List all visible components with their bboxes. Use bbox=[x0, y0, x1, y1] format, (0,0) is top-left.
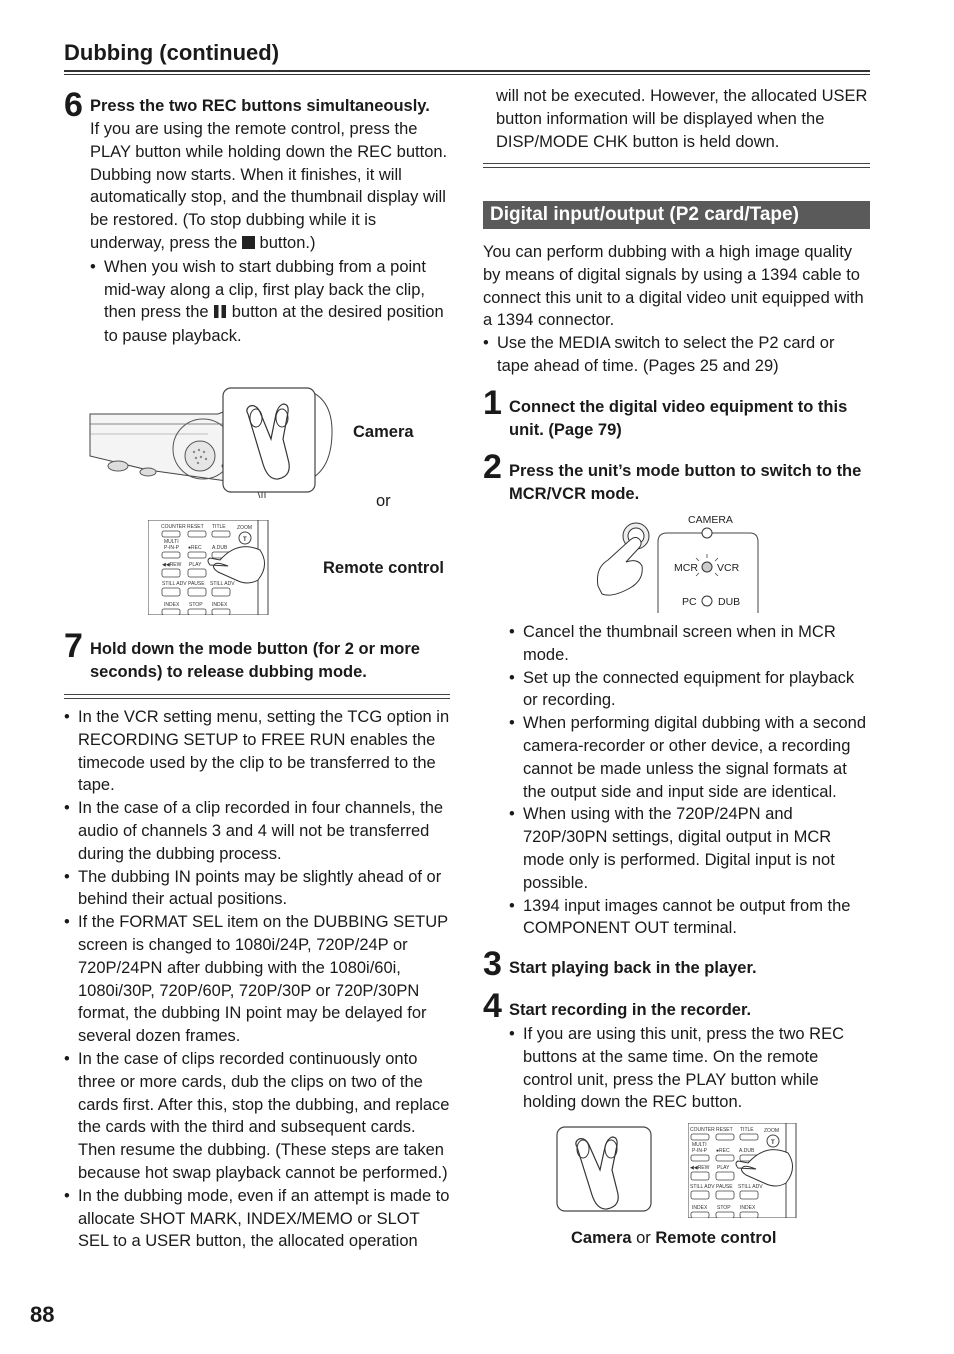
remote-key-label: ◀◀REW bbox=[690, 1165, 710, 1171]
caption-remote: Remote control bbox=[655, 1229, 777, 1247]
remote-control-illustration bbox=[148, 520, 272, 615]
vcr-mode-label: VCR bbox=[717, 562, 740, 574]
step-4-heading: Start recording in the recorder. bbox=[509, 1001, 752, 1019]
list-item: • 1394 input images cannot be output from the COMPONENT OUT terminal. bbox=[509, 895, 871, 941]
list-item: • In the case of clips recorded continuously onto three or more cards, dub the clips on two of the cards first. After this, stop the dubbing, and replace the cards with the third and subsequent cards. Then resume the dubbing. (These steps are taken because hot swap playback cannot be performed.) bbox=[64, 1048, 450, 1185]
step-2-number: 2 bbox=[483, 448, 502, 486]
stop-icon bbox=[242, 233, 255, 256]
step-2-heading: Press the unit’s mode button to switch to the MCR/VCR mode. bbox=[509, 462, 862, 503]
step-3-heading: Start playing back in the player. bbox=[509, 959, 757, 977]
remote-key-label: STILL ADV bbox=[210, 581, 235, 587]
step-4-bullets bbox=[509, 1023, 871, 1114]
remote-key-label: ◀◀REW bbox=[162, 562, 182, 568]
camera-rec-buttons-closeup bbox=[555, 1125, 655, 1215]
remote-key-label: A.DUB bbox=[212, 545, 228, 551]
camera-mode-label: CAMERA bbox=[688, 514, 733, 526]
remote-key-label: COUNTER bbox=[161, 524, 186, 530]
remote-key-label: STOP bbox=[189, 602, 203, 608]
remote-key-label: P-IN-P bbox=[164, 545, 179, 551]
step-1-number: 1 bbox=[483, 384, 502, 422]
remote-key-label: RESET bbox=[187, 524, 204, 530]
remote-key-label: PAUSE bbox=[188, 581, 205, 587]
intro-block bbox=[483, 241, 870, 378]
step-4-number: 4 bbox=[483, 987, 502, 1025]
mode-button-panel bbox=[590, 508, 765, 616]
list-item: • In the dubbing mode, even if an attempt is made to allocate SHOT MARK, INDEX/MEMO or SLOT SEL to a USER button, the allocated operation bbox=[64, 1185, 450, 1253]
intro-text: You can perform dubbing with a high image quality by means of digital signals by using a 1394 cable to connect this unit to a digital video unit equipped with a 1394 connector. bbox=[483, 243, 864, 330]
remote-key-label: STILL ADV bbox=[738, 1184, 763, 1190]
list-item: • If you are using this unit, press the two REC buttons at the same time. On the remote control unit, press the PLAY button while holding down the REC button. bbox=[509, 1023, 871, 1114]
remote-key-label: MULTI bbox=[692, 1142, 707, 1148]
notes-list bbox=[64, 706, 450, 1253]
figure-caption bbox=[571, 1229, 776, 1248]
intro-bullets bbox=[483, 332, 870, 378]
list-item: • In the case of a clip recorded in four channels, the audio of channels 3 and 4 will not be transferred during the dubbing process. bbox=[64, 797, 450, 865]
remote-key-label: PAUSE bbox=[716, 1184, 733, 1190]
remote-key-label: INDEX bbox=[692, 1205, 708, 1211]
remote-key-label: RESET bbox=[716, 1127, 733, 1133]
remote-key-label: A.DUB bbox=[739, 1148, 755, 1154]
list-item: • When using with the 720P/24PN and 720P/30PN settings, digital output in MCR mode only is performed. Digital input is not possible. bbox=[509, 803, 871, 894]
remote-key-label: ZOOM bbox=[237, 525, 252, 531]
dub-mode-label: DUB bbox=[718, 596, 741, 608]
remote-key-label: PLAY bbox=[189, 562, 202, 568]
step-6-heading: Press the two REC buttons simultaneously. bbox=[90, 97, 430, 115]
remote-key-label: COUNTER bbox=[690, 1127, 715, 1133]
remote-key-label: P-IN-P bbox=[692, 1148, 707, 1154]
remote-key-label: INDEX bbox=[740, 1205, 756, 1211]
caption-camera: Camera bbox=[571, 1229, 632, 1247]
pc-mode-label: PC bbox=[682, 596, 697, 608]
caption-or: or bbox=[631, 1229, 656, 1247]
remote-key-label: INDEX bbox=[212, 602, 228, 608]
or-label: or bbox=[376, 492, 391, 510]
list-item: • If the FORMAT SEL item on the DUBBING SETUP screen is changed to 1080i/24P, 720P/24P or 720P/24PN after dubbing with the 1080i/60i, 1080i/30P, 720P/60P, 720P/30P or 720P/30PN format, the dubbing IN point may be delayed for several dozen frames. bbox=[64, 911, 450, 1048]
step-2-bullets bbox=[509, 621, 871, 940]
section-divider bbox=[483, 163, 870, 168]
step-1-heading: Connect the digital video equipment to this unit. (Page 79) bbox=[509, 398, 848, 439]
pause-icon bbox=[213, 302, 227, 325]
step-6-number: 6 bbox=[64, 86, 83, 124]
remote-key-label: ZOOM bbox=[764, 1128, 779, 1134]
list-item: • Set up the connected equipment for playback or recording. bbox=[509, 667, 871, 713]
step-3-number: 3 bbox=[483, 945, 502, 983]
list-item: • When performing digital dubbing with a second camera-recorder or other device, a recording cannot be made unless the signal formats at the output side and input side are identical. bbox=[509, 712, 871, 803]
remote-key-label: ●REC bbox=[716, 1148, 730, 1154]
remote-key-label: PLAY bbox=[717, 1165, 730, 1171]
step-7-number: 7 bbox=[64, 627, 83, 665]
section-divider bbox=[64, 694, 450, 699]
remote-key-label: STILL ADV bbox=[162, 581, 187, 587]
camera-label: Camera bbox=[353, 423, 414, 441]
remote-control-closeup bbox=[688, 1123, 800, 1218]
list-item: • Cancel the thumbnail screen when in MCR mode. bbox=[509, 621, 871, 667]
camera-rec-buttons-illustration bbox=[88, 384, 338, 499]
step-6-dubbing-text: Dubbing now starts. When it finishes, it will automatically stop, and the thumbnail display will be restored. (To stop dubbing while it is underway, press the button.) bbox=[90, 164, 452, 256]
remote-key-label: STILL ADV bbox=[690, 1184, 715, 1190]
list-item: • The dubbing IN points may be slightly ahead of or behind their actual positions. bbox=[64, 866, 450, 912]
remote-key-label: T bbox=[243, 537, 247, 543]
remote-key-label: STOP bbox=[717, 1205, 731, 1211]
step-6-block bbox=[90, 95, 452, 348]
step-7-heading: Hold down the mode button (for 2 or more seconds) to release dubbing mode. bbox=[90, 640, 420, 681]
page-number: 88 bbox=[30, 1302, 55, 1327]
list-item: • Use the MEDIA switch to select the P2 card or tape ahead of time. (Pages 25 and 29) bbox=[483, 332, 870, 378]
remote-key-label: ●REC bbox=[188, 545, 202, 551]
header-rule bbox=[64, 70, 870, 75]
remote-key-label: TITLE bbox=[740, 1127, 754, 1133]
step-6-bullets bbox=[90, 256, 452, 348]
remote-control-label: Remote control bbox=[323, 559, 445, 577]
remote-key-label: TITLE bbox=[212, 524, 226, 530]
list-item: • When you wish to start dubbing from a point mid-way along a clip, first play back the clip, then press the button at the desired position to pause playback. bbox=[90, 256, 452, 348]
list-item: • In the VCR setting menu, setting the TCG option in RECORDING SETUP to FREE RUN enables the timecode used by the clip to be transferred to the tape. bbox=[64, 706, 450, 797]
page-title: Dubbing (continued) bbox=[64, 40, 280, 65]
section-heading: Digital input/output (P2 card/Tape) bbox=[483, 201, 870, 229]
continued-text: will not be executed. However, the allocated USER button information will be displayed when the DISP/MODE CHK button is held down. bbox=[496, 87, 868, 151]
remote-key-label: MULTI bbox=[164, 539, 179, 545]
remote-key-label: INDEX bbox=[164, 602, 180, 608]
remote-key-label: T bbox=[771, 1140, 775, 1146]
step-6-remote-text: If you are using the remote control, press the PLAY button while holding down the REC button. bbox=[90, 120, 448, 161]
mcr-mode-label: MCR bbox=[674, 562, 698, 574]
